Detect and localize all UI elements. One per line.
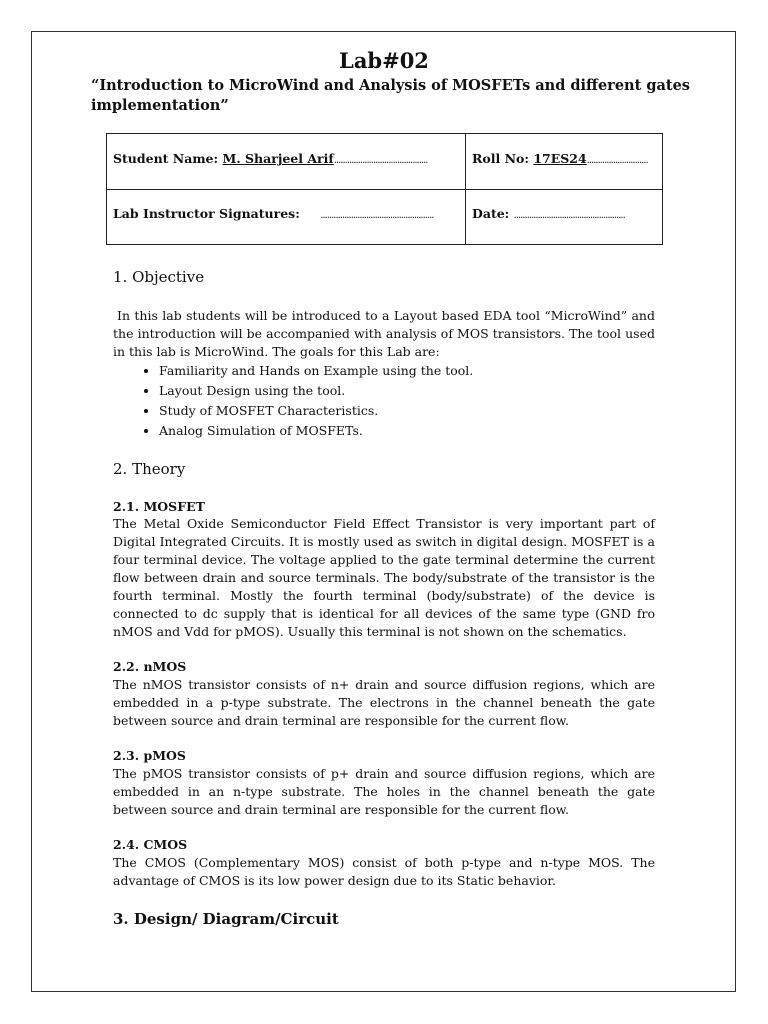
student-name-cell xyxy=(113,151,427,169)
list-item: • Analog Simulation of MOSFETs. xyxy=(159,421,473,441)
list-item: • Study of MOSFET Characteristics. xyxy=(159,401,473,421)
section-text-cmos: The CMOS (Complementary MOS) consist of both p-type and n-type MOS. The advantage of CMOS is its low power design due to its Static behavior. xyxy=(113,855,655,888)
objective-heading: 1. Objective xyxy=(113,268,205,286)
lab-subtitle: “Introduction to MicroWind and Analysis of MOSFETs and different gates implementation” xyxy=(91,77,690,114)
section-text-nmos: The nMOS transistor consists of n+ drain and source diffusion regions, which are embedded in a p-type substrate. The electrons in the channel beneath the gate between source and drain terminal are responsible for the current flow. xyxy=(113,677,655,728)
section-title-mosfet: 2.1. MOSFET xyxy=(113,499,205,514)
objective-intro: In this lab students will be introduced to a Layout based EDA tool “MicroWind” and the introduction will be accompanied with analysis of MOS transistors. The tool used in this lab is MicroWind. The goals for this Lab are: xyxy=(113,308,655,359)
design-heading: 3. Design/ Diagram/Circuit xyxy=(113,910,339,928)
section-text-mosfet: The Metal Oxide Semiconductor Field Effect Transistor is very important part of Digital Integrated Circuits. It is mostly used as switch in digital design. MOSFET is a four terminal device. The voltage applied to the gate terminal determine the current flow between drain and source terminals. The body/substrate of the transistor is the fourth terminal. Mostly the fourth terminal (body/substrate) of the device is connected to dc supply that is identical for all devices of the same type (GND fro nMOS and Vdd for pMOS). Usually this terminal is not shown on the schematics. xyxy=(113,516,655,639)
table-divider-horizontal xyxy=(107,189,662,190)
student-name-dots: ........................................... xyxy=(333,155,428,166)
roll-no-cell xyxy=(472,151,648,169)
section-text-pmos: The pMOS transistor consists of p+ drain and source diffusion regions, which are embedded in an n-type substrate. The holes in the channel beneath the gate between source and drain terminal are responsible for the current flow. xyxy=(113,766,655,817)
student-name-value: M. Sharjeel Arif xyxy=(222,151,334,166)
student-name-label: Student Name: xyxy=(113,151,219,166)
roll-no-label: Roll No: xyxy=(472,151,529,166)
roll-no-dots: ............................ xyxy=(586,155,648,166)
instructor-signature-dots: .................................................... xyxy=(320,210,434,221)
list-item: • Familiarity and Hands on Example using the tool. xyxy=(159,361,473,381)
list-item: • Layout Design using the tool. xyxy=(159,381,473,401)
lab-title: Lab#02 xyxy=(339,48,429,73)
roll-no-value: 17ES24 xyxy=(533,151,587,166)
date-cell xyxy=(472,206,625,224)
date-dots: ................................................... xyxy=(513,210,625,221)
student-info-table xyxy=(106,133,663,245)
date-label: Date: xyxy=(472,206,510,221)
goals-list xyxy=(135,361,473,441)
section-title-pmos: 2.3. pMOS xyxy=(113,748,186,763)
instructor-signature-label: Lab Instructor Signatures: xyxy=(113,206,300,221)
section-title-nmos: 2.2. nMOS xyxy=(113,659,187,674)
instructor-signature-cell xyxy=(113,206,433,224)
theory-heading: 2. Theory xyxy=(113,460,186,478)
section-title-cmos: 2.4. CMOS xyxy=(113,837,188,852)
